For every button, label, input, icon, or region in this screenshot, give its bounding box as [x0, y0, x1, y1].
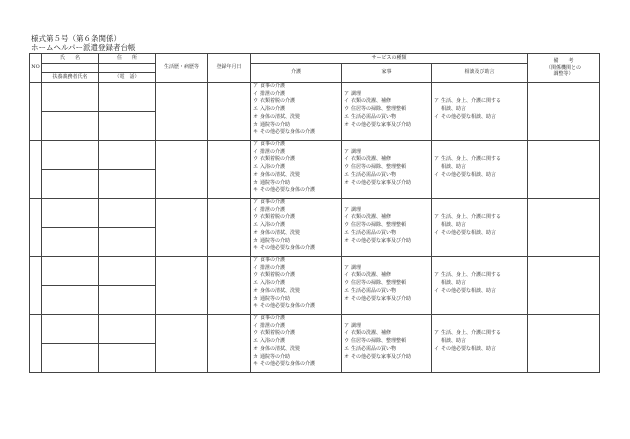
item-marker: カ — [252, 179, 258, 186]
care-list — [251, 82, 342, 140]
item-marker: キ — [252, 245, 258, 252]
item-text: 排泄の介護 — [260, 90, 286, 97]
form-title: ホームヘルパー派遣登録者台帳 — [31, 43, 136, 52]
item-marker: イ — [433, 229, 439, 236]
item-marker: イ — [252, 90, 258, 97]
item-marker: ア — [252, 140, 258, 147]
consult-list — [432, 314, 528, 372]
item-marker: ア — [252, 198, 258, 205]
employer-cell[interactable] — [42, 111, 99, 140]
care-list-item — [251, 130, 341, 138]
employer-cell[interactable] — [42, 169, 99, 198]
item-text: 衣類着脱の介護 — [260, 330, 296, 337]
remarks-cell[interactable] — [528, 256, 600, 314]
item-marker: イ — [433, 345, 439, 352]
item-text: 相談、助言 — [441, 106, 467, 113]
housework-list-item — [342, 297, 431, 305]
item-marker: エ — [252, 222, 258, 229]
phone-cell[interactable] — [99, 227, 156, 256]
item-text: 衣類の洗濯、補修 — [351, 272, 392, 279]
item-text: 調理 — [351, 206, 362, 213]
care-list — [251, 314, 342, 372]
remarks-cell[interactable] — [528, 198, 600, 256]
reg-date-cell[interactable] — [208, 198, 251, 256]
table-row — [30, 314, 600, 343]
item-text: 通院等の介助 — [260, 121, 291, 128]
care-list — [251, 140, 342, 198]
item-marker: イ — [252, 322, 258, 329]
item-text: 相談、助言 — [441, 164, 467, 171]
item-text: その他必要な身体の介護 — [260, 361, 316, 368]
item-text: 相談、助言 — [441, 338, 467, 345]
item-text: 排泄の介護 — [260, 322, 286, 329]
item-marker: ウ — [252, 156, 258, 163]
table-row — [30, 198, 600, 227]
item-text: 入浴の介護 — [260, 338, 286, 345]
item-text: その他必要な相談、助言 — [441, 345, 497, 352]
consult-list — [432, 198, 528, 256]
item-marker: オ — [252, 229, 258, 236]
item-text: 身体の清拭、洗髪 — [260, 171, 301, 178]
no-cell[interactable] — [30, 314, 42, 372]
item-text: 入浴の介護 — [260, 106, 286, 113]
item-text: 調理 — [351, 264, 362, 271]
housework-list-item — [342, 181, 431, 189]
housework-list-item — [342, 123, 431, 131]
item-marker: ア — [252, 256, 258, 263]
consult-list-item — [432, 115, 527, 123]
table-row — [30, 140, 600, 169]
item-marker: エ — [252, 106, 258, 113]
item-marker: ア — [252, 314, 258, 321]
name-cell[interactable] — [42, 256, 99, 285]
item-text: その他必要な身体の介護 — [260, 129, 316, 136]
employer-cell[interactable] — [42, 227, 99, 256]
employer-cell[interactable] — [42, 343, 99, 372]
table-row — [30, 82, 600, 111]
item-text: 調理 — [351, 322, 362, 329]
item-marker: カ — [252, 353, 258, 360]
item-marker: エ — [343, 229, 349, 236]
item-marker: エ — [252, 164, 258, 171]
history-cell[interactable] — [156, 314, 208, 372]
address-cell[interactable] — [99, 82, 156, 111]
item-marker: ア — [343, 206, 349, 213]
item-text: その他必要な相談、助言 — [441, 171, 497, 178]
item-text: 生活必需品の買い物 — [351, 171, 397, 178]
item-marker: ア — [433, 98, 439, 105]
item-marker: オ — [252, 171, 258, 178]
no-cell[interactable] — [30, 256, 42, 314]
address-cell[interactable] — [99, 314, 156, 343]
item-marker: ウ — [252, 98, 258, 105]
item-text: 生活必需品の買い物 — [351, 345, 397, 352]
reg-date-cell[interactable] — [208, 314, 251, 372]
blank-cell — [99, 63, 156, 73]
history-cell[interactable] — [156, 256, 208, 314]
item-text: その他必要な家事及び介助 — [351, 353, 412, 360]
item-marker: ア — [343, 148, 349, 155]
item-text: 生活必需品の買い物 — [351, 113, 397, 120]
item-text: 食事の介護 — [260, 82, 286, 89]
item-text: 入浴の介護 — [260, 164, 286, 171]
reg-date-cell[interactable] — [208, 140, 251, 198]
item-marker: ア — [252, 82, 258, 89]
name-cell[interactable] — [42, 82, 99, 111]
item-text: 排泄の介護 — [260, 206, 286, 213]
item-text: 入浴の介護 — [260, 280, 286, 287]
name-cell[interactable] — [42, 314, 99, 343]
item-text: その他必要な身体の介護 — [260, 303, 316, 310]
table-row — [30, 256, 600, 285]
item-marker: ア — [343, 90, 349, 97]
item-marker: ア — [343, 264, 349, 271]
consult-list-item — [432, 289, 527, 297]
care-list-item — [251, 362, 341, 370]
housework-list-item — [342, 355, 431, 363]
item-marker: ア — [433, 272, 439, 279]
item-marker: ア — [343, 322, 349, 329]
item-text: 身体の清拭、洗髪 — [260, 229, 301, 236]
employer-header: 扶養義務者氏名 — [42, 73, 99, 83]
item-text: 住居等の掃除、整理整頓 — [351, 164, 407, 171]
history-cell[interactable] — [156, 198, 208, 256]
care-list — [251, 256, 342, 314]
no-cell[interactable] — [30, 198, 42, 256]
item-text: 通院等の介助 — [260, 353, 291, 360]
history-header: 生活歴・病歴等 — [156, 54, 208, 83]
remarks-cell[interactable] — [528, 140, 600, 198]
address-header: 住 所 — [99, 54, 156, 64]
care-list — [251, 198, 342, 256]
consult-list — [432, 256, 528, 314]
item-marker: ア — [433, 214, 439, 221]
remarks-sub-2: 調整等） — [553, 70, 574, 77]
item-marker: オ — [343, 353, 349, 360]
item-marker: イ — [433, 171, 439, 178]
item-marker: オ — [252, 287, 258, 294]
item-text: 調理 — [351, 90, 362, 97]
item-text: 衣類着脱の介護 — [260, 272, 296, 279]
item-text: 衣類着脱の介護 — [260, 98, 296, 105]
item-marker: ウ — [252, 272, 258, 279]
remarks-cell[interactable] — [528, 82, 600, 140]
item-marker: キ — [252, 303, 258, 310]
item-text: 衣類の洗濯、補修 — [351, 98, 392, 105]
item-text: その他必要な身体の介護 — [260, 245, 316, 252]
item-text: 身体の清拭、洗髪 — [260, 345, 301, 352]
item-marker: カ — [252, 295, 258, 302]
item-text: 生活、身上、介護に関する — [441, 272, 502, 279]
consult-list-item — [432, 173, 527, 181]
item-text: 住居等の掃除、整理整頓 — [351, 106, 407, 113]
item-text: 生活、身上、介護に関する — [441, 330, 502, 337]
item-text: 排泄の介護 — [260, 148, 286, 155]
item-marker: オ — [343, 121, 349, 128]
blank-cell — [42, 63, 99, 73]
item-marker: オ — [252, 113, 258, 120]
item-text: 身体の清拭、洗髪 — [260, 287, 301, 294]
item-text: 衣類の洗濯、補修 — [351, 214, 392, 221]
item-marker: オ — [343, 295, 349, 302]
item-text: 食事の介護 — [260, 256, 286, 263]
name-cell[interactable] — [42, 140, 99, 169]
phone-cell[interactable] — [99, 343, 156, 372]
item-text: 衣類の洗濯、補修 — [351, 156, 392, 163]
item-text: 入浴の介護 — [260, 222, 286, 229]
item-marker: エ — [252, 338, 258, 345]
item-text: その他必要な家事及び介助 — [351, 295, 412, 302]
item-text: その他必要な相談、助言 — [441, 113, 497, 120]
housework-list-item — [342, 239, 431, 247]
item-marker: ウ — [252, 330, 258, 337]
remarks-label: 備 考 — [553, 58, 574, 65]
item-marker: エ — [343, 345, 349, 352]
housework-header: 家事 — [342, 63, 432, 82]
item-text: 身体の清拭、洗髪 — [260, 113, 301, 120]
item-marker: イ — [343, 214, 349, 221]
item-marker: ウ — [343, 106, 349, 113]
item-text: 通院等の介助 — [260, 237, 291, 244]
item-text: その他必要な身体の介護 — [260, 187, 316, 194]
item-text: 生活必需品の買い物 — [351, 229, 397, 236]
form-number: 様式第５号（第６条関係） — [31, 34, 121, 43]
care-list-item — [251, 304, 341, 312]
item-text: 生活、身上、介護に関する — [441, 214, 502, 221]
phone-cell[interactable] — [99, 169, 156, 198]
remarks-sub-1: （関係機関との — [546, 64, 582, 71]
phone-cell[interactable] — [99, 111, 156, 140]
registry-table — [29, 53, 600, 373]
item-text: 調理 — [351, 148, 362, 155]
item-text: その他必要な家事及び介助 — [351, 121, 412, 128]
item-marker: オ — [343, 237, 349, 244]
item-text: 食事の介護 — [260, 314, 286, 321]
item-text: 生活、身上、介護に関する — [441, 98, 502, 105]
item-marker: カ — [252, 121, 258, 128]
item-marker: ウ — [343, 164, 349, 171]
item-text: その他必要な家事及び介助 — [351, 237, 412, 244]
item-marker: イ — [343, 156, 349, 163]
phone-header: （電 話） — [99, 73, 156, 83]
item-text: 衣類の洗濯、補修 — [351, 330, 392, 337]
item-text: 住居等の掃除、整理整頓 — [351, 222, 407, 229]
item-text: 生活必需品の買い物 — [351, 287, 397, 294]
remarks-cell[interactable] — [528, 314, 600, 372]
employer-cell[interactable] — [42, 285, 99, 314]
no-cell[interactable] — [30, 140, 42, 198]
item-marker: ウ — [343, 280, 349, 287]
address-cell[interactable] — [99, 198, 156, 227]
item-text: 住居等の掃除、整理整頓 — [351, 280, 407, 287]
item-marker: オ — [252, 345, 258, 352]
service-types-header: サービスの種類 — [251, 54, 528, 64]
item-text: 排泄の介護 — [260, 264, 286, 271]
history-cell[interactable] — [156, 140, 208, 198]
no-header: NO — [30, 54, 42, 83]
remarks-header — [528, 54, 600, 83]
item-text: 衣類着脱の介護 — [260, 214, 296, 221]
item-text: 相談、助言 — [441, 280, 467, 287]
phone-cell[interactable] — [99, 285, 156, 314]
consult-list — [432, 140, 528, 198]
name-header: 氏 名 — [42, 54, 99, 64]
item-marker: キ — [252, 187, 258, 194]
name-cell[interactable] — [42, 198, 99, 227]
care-list-item — [251, 188, 341, 196]
consult-list — [432, 82, 528, 140]
address-cell[interactable] — [99, 140, 156, 169]
item-text: 食事の介護 — [260, 140, 286, 147]
item-marker: イ — [252, 206, 258, 213]
item-marker: キ — [252, 129, 258, 136]
history-cell[interactable] — [156, 82, 208, 140]
housework-list — [342, 256, 432, 314]
item-marker: エ — [252, 280, 258, 287]
item-marker: エ — [343, 113, 349, 120]
item-text: 相談、助言 — [441, 222, 467, 229]
item-marker: イ — [343, 98, 349, 105]
item-marker: イ — [252, 148, 258, 155]
address-cell[interactable] — [99, 256, 156, 285]
consult-list-item — [432, 347, 527, 355]
item-marker: イ — [343, 330, 349, 337]
item-marker: エ — [343, 287, 349, 294]
item-marker: イ — [252, 264, 258, 271]
item-text: 生活、身上、介護に関する — [441, 156, 502, 163]
consult-list-item — [432, 231, 527, 239]
item-marker: キ — [252, 361, 258, 368]
item-marker: イ — [343, 272, 349, 279]
item-marker: イ — [433, 287, 439, 294]
item-text: その他必要な相談、助言 — [441, 287, 497, 294]
item-marker: ア — [433, 156, 439, 163]
item-marker: イ — [433, 113, 439, 120]
housework-list — [342, 140, 432, 198]
housework-list — [342, 314, 432, 372]
reg-date-header: 登録年月日 — [208, 54, 251, 83]
housework-list — [342, 82, 432, 140]
item-text: 通院等の介助 — [260, 295, 291, 302]
item-text: その他必要な相談、助言 — [441, 229, 497, 236]
consult-header: 相談及び助言 — [432, 63, 528, 82]
reg-date-cell[interactable] — [208, 82, 251, 140]
reg-date-cell[interactable] — [208, 256, 251, 314]
item-marker: ウ — [252, 214, 258, 221]
care-header: 介護 — [251, 63, 342, 82]
item-text: その他必要な家事及び介助 — [351, 179, 412, 186]
item-text: 住居等の掃除、整理整頓 — [351, 338, 407, 345]
item-text: 食事の介護 — [260, 198, 286, 205]
item-marker: ア — [433, 330, 439, 337]
care-list-item — [251, 246, 341, 254]
item-marker: ウ — [343, 338, 349, 345]
item-text: 通院等の介助 — [260, 179, 291, 186]
item-marker: オ — [343, 179, 349, 186]
item-marker: カ — [252, 237, 258, 244]
item-marker: エ — [343, 171, 349, 178]
no-cell[interactable] — [30, 82, 42, 140]
item-text: 衣類着脱の介護 — [260, 156, 296, 163]
item-marker: ウ — [343, 222, 349, 229]
housework-list — [342, 198, 432, 256]
